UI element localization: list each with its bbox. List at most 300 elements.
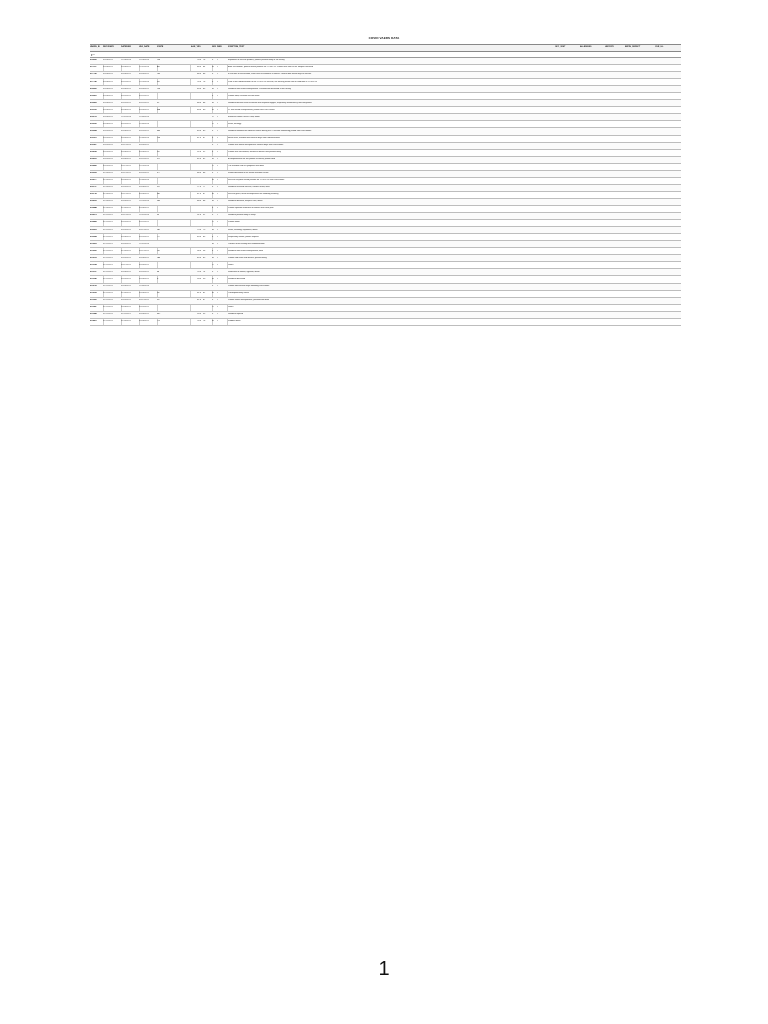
symptom-text-cell: In the time of vaccination, there was no evidence of illness. Patient died within days of vaccine [228, 73, 312, 76]
sex-cell: F [212, 73, 214, 76]
symptom-text-cell: Shortness of breath, hypoxia, death [228, 270, 260, 273]
recvdate-cell: 01/11/2021 [103, 242, 113, 245]
header-age: AGE_YRS [191, 46, 201, 49]
age-years-cell: 83 [203, 235, 206, 238]
datedied-cell: 01/08/2021 [121, 129, 132, 132]
age-years-cell: 78 [203, 59, 206, 62]
state-cell: VA [157, 193, 160, 196]
recvdate-cell: 01/10/2021 [103, 179, 114, 182]
table-row [90, 234, 681, 241]
vaers-id-cell: 918264 [90, 129, 97, 132]
recvdate-cell: 01/10/2021 [103, 172, 114, 175]
vaxdate-cell: 12/31/2020 [139, 66, 150, 69]
table-row [90, 319, 681, 326]
recvdate-cell: 01/09/2021 [103, 129, 114, 132]
sex-cell: M [212, 320, 214, 323]
recvdate-cell: 01/11/2021 [103, 270, 113, 273]
vaers-id-cell: 918739 [90, 193, 97, 196]
died-cell: Y [217, 186, 219, 189]
table-row [90, 93, 681, 100]
vaers-id-cell: 918495 [90, 165, 97, 168]
died-cell: Y [217, 249, 219, 252]
recvdate-cell: 01/08/2021 [103, 122, 114, 125]
died-cell: Y [217, 277, 219, 280]
age-years-cell: 85 [203, 256, 206, 259]
symptom-text-cell: Patient was vaccinated, started to decline and passed away [228, 151, 281, 153]
age-cell: 87.0 [197, 136, 201, 139]
symptom-text-cell: After vaccination, patient tested positive for COVID-19. Patient was sent to the hospital and died [228, 66, 313, 69]
table-row [90, 114, 681, 121]
age-cell: 79.0 [197, 228, 201, 231]
vaers-id-cell: 918002 [90, 87, 97, 90]
age-cell: 89.0 [197, 129, 201, 132]
state-cell: OK [157, 249, 160, 252]
age-years-cell: 96 [203, 249, 206, 252]
sex-cell: M [212, 179, 214, 182]
state-cell: OH [157, 73, 160, 76]
table-row [90, 255, 681, 262]
age-years-cell: 89 [203, 129, 206, 132]
datedied-cell: 01/06/2021 [121, 87, 132, 90]
header-vaers-id: VAERS_ID [90, 46, 100, 49]
table-row [90, 178, 681, 185]
vaers-id-cell: 919259 [90, 291, 97, 294]
header-datedied: DATEDIED [121, 46, 132, 49]
datedied-cell: 01/10/2021 [121, 249, 132, 252]
vaers-id-cell: 919421 [90, 320, 97, 323]
vaxdate-cell: 01/04/2021 [139, 108, 150, 111]
vaers-id-cell: 918954 [90, 235, 97, 238]
symptom-text-cell: A hospitalization for the patient occurred; patient died [228, 158, 276, 161]
age-years-cell: 81 [203, 291, 206, 294]
recvdate-cell: 01/09/2021 [103, 158, 114, 161]
datedied-cell: 01/10/2021 [121, 207, 132, 210]
age-cell: 86.0 [197, 172, 201, 175]
died-cell: Y [217, 143, 219, 146]
recvdate-cell: 01/12/2021 [103, 291, 114, 294]
sex-cell: M [212, 291, 214, 294]
sex-cell: F [212, 136, 214, 139]
died-cell: Y [217, 263, 219, 266]
died-cell: Y [217, 94, 219, 97]
table-row [90, 312, 681, 319]
vaxdate-cell: 12/29/2020 [139, 80, 150, 83]
vaers-id-cell: 918220 [90, 122, 97, 125]
state-cell: PA [157, 228, 160, 231]
header-died: DIED [217, 46, 222, 49]
age-years-cell: 91 [203, 214, 206, 217]
sex-cell: F [212, 186, 214, 189]
age-cell: 90.0 [197, 277, 201, 280]
vaers-id-cell: 919052 [90, 249, 97, 252]
symptom-text-cell: Patient was found unresponsive several days after vaccination [228, 143, 284, 146]
table-row [90, 100, 681, 107]
datedied-cell: 01/11/2021 [121, 313, 131, 316]
symptom-text-cell: Minor fever, resident died several days after administration [228, 136, 280, 139]
sex-cell: M [212, 87, 214, 90]
sex-cell: M [212, 256, 214, 259]
symptom-text-cell: Resident was found unresponsive. Pronounced deceased at the facility [228, 87, 291, 90]
table-row [90, 305, 681, 312]
header-birth-defect: BIRTH_DEFECT [625, 46, 641, 49]
symptom-text-cell: Fever, lethargy [228, 122, 242, 125]
sex-cell: M [212, 277, 214, 280]
datedied-cell: 01/09/2021 [121, 298, 132, 301]
symptom-text-cell: Resident received vaccine; cardiac arrest; died [228, 186, 270, 189]
vaxdate-cell: 01/08/2021 [139, 313, 150, 316]
datedied-cell: 01/06/2021 [121, 158, 132, 161]
datedied-cell: 12/31/2020 [121, 115, 132, 118]
vaxdate-cell: 01/06/2021 [139, 291, 150, 294]
table-row [90, 150, 681, 157]
datedied-cell: 01/05/2021 [121, 94, 132, 97]
vaers-id-cell: 919347 [90, 306, 97, 309]
recvdate-cell: 01/11/2021 [103, 221, 113, 224]
age-years-cell: 87 [203, 136, 206, 139]
died-cell: Y [217, 313, 219, 316]
table-row [90, 86, 681, 93]
sex-cell: U [212, 115, 214, 118]
symptom-text-cell: Fever, vomiting, aspiration, death [228, 228, 258, 231]
age-years-cell: 86 [203, 172, 206, 175]
symptom-text-cell: Resident expired [228, 313, 244, 316]
age-years-cell: 90 [203, 277, 206, 280]
state-cell: TX [157, 235, 160, 238]
recvdate-cell: 01/12/2021 [103, 298, 114, 301]
vaers-id-cell: 918873 [90, 214, 97, 217]
state-cell: SD [157, 80, 160, 83]
died-cell: Y [217, 129, 219, 132]
died-cell: Y [217, 306, 219, 309]
recvdate-cell: 01/11/2021 [103, 235, 113, 238]
state-cell: NC [157, 291, 160, 294]
recvdate-cell: 01/10/2021 [103, 200, 114, 203]
age-years-cell: 77 [203, 186, 206, 189]
vaers-id-cell: 919003 [90, 242, 97, 245]
age-cell: 82.0 [197, 158, 201, 161]
state-cell: CA [157, 87, 160, 90]
sex-cell: U [212, 221, 214, 224]
sex-cell: U [212, 122, 214, 125]
vaers-id-cell: 918083 [90, 101, 97, 104]
symptom-text-cell: Patient died several days following vaccination [228, 284, 270, 287]
table-row [90, 72, 681, 79]
symptom-text-cell: Cardiopulmonary arrest [228, 291, 249, 294]
vaers-id-cell: 919219 [90, 284, 97, 287]
datedied-cell: 01/06/2021 [121, 73, 132, 76]
state-cell: IN [157, 214, 159, 217]
died-cell: Y [217, 158, 219, 161]
died-cell: Y [217, 221, 219, 224]
page-number: 1 [378, 958, 390, 980]
datedied-cell: 01/08/2021 [121, 235, 132, 238]
symptom-text-cell: Resident became short of breath and required oxygen; respiratory insufficiency and arrhythmia [228, 101, 312, 104]
recvdate-cell: 01/11/2021 [103, 214, 113, 217]
symptom-text-cell: The resident had no symptoms and died [228, 165, 264, 168]
state-cell: NY [157, 158, 160, 161]
vaxdate-cell: 01/04/2021 [139, 73, 150, 76]
state-cell: AR [157, 66, 160, 69]
recvdate-cell: 01/11/2021 [103, 228, 113, 231]
table-row [90, 227, 681, 234]
table-row [90, 107, 681, 114]
datedied-cell: 01/08/2021 [121, 151, 132, 153]
table-row [90, 136, 681, 143]
sex-cell: M [212, 228, 214, 231]
age-cell: 96.0 [197, 249, 201, 252]
sex-cell: F [212, 80, 214, 83]
table-row [90, 164, 681, 171]
died-cell: Y [217, 256, 219, 259]
vaxdate-cell: 01/06/2021 [139, 193, 150, 196]
vaxdate-cell: 01/07/2021 [139, 249, 150, 252]
state-cell: MO [157, 313, 161, 316]
datedied-cell: 01/02/2021 [121, 80, 132, 83]
vaxdate-cell: 01/02/2021 [139, 94, 150, 97]
table-row [90, 262, 681, 269]
table-row [90, 79, 681, 86]
recvdate-cell: 01/09/2021 [103, 165, 114, 168]
died-cell: Y [217, 172, 219, 175]
datedied-cell: 01/04/2021 [121, 136, 132, 139]
datedied-cell: 01/10/2021 [121, 320, 132, 323]
table-row [90, 192, 681, 199]
symptom-text-cell: Death [228, 263, 234, 266]
vaxdate-cell: 12/29/2020 [139, 200, 150, 203]
state-cell: NH [157, 200, 160, 203]
sex-cell: M [212, 158, 214, 161]
sex-cell: U [212, 306, 214, 309]
table-row [90, 276, 681, 283]
age-cell: 76.0 [197, 320, 201, 323]
vaers-id-cell: 918476 [90, 158, 97, 161]
recvdate-cell: 01/08/2021 [103, 73, 114, 76]
age-years-cell: 88 [203, 200, 206, 203]
sex-cell: F [212, 249, 214, 252]
datedied-cell: 01/09/2021 [121, 277, 132, 280]
state-cell: MI [157, 270, 160, 273]
vaxdate-cell: 01/07/2021 [139, 228, 150, 231]
sex-cell: F [212, 143, 214, 146]
symptom-text-cell: Resident declined, hospice care; death [228, 200, 263, 203]
died-cell: Y [217, 207, 219, 210]
age-cell: 85.0 [197, 256, 201, 259]
table-row [90, 199, 681, 206]
age-cell: 86.0 [197, 73, 201, 76]
age-cell: 88.0 [197, 200, 201, 203]
datedied-cell: 01/05/2021 [121, 101, 132, 104]
died-cell: Y [217, 214, 219, 217]
datedied-cell: 01/07/2021 [121, 214, 132, 217]
sex-cell: M [212, 101, 214, 104]
died-cell: Y [217, 242, 219, 245]
symptom-text-cell: Expiration of vaccine product, patient passed away in the facility [228, 59, 285, 62]
recvdate-cell: 01/08/2021 [103, 108, 114, 111]
records-grid [90, 58, 681, 326]
vaxdate-cell: 01/06/2021 [139, 151, 150, 153]
died-cell: Y [217, 80, 219, 83]
vaxdate-cell: 01/06/2021 [139, 256, 150, 259]
symptom-text-cell: Resident exhibited no adverse events during the 15 minute monitoring period after vaccination [228, 129, 312, 132]
datedied-cell: 01/08/2021 [121, 108, 132, 111]
recvdate-cell: 01/10/2021 [103, 193, 114, 196]
died-cell: Y [217, 73, 219, 76]
datedied-cell: 01/05/2021 [121, 122, 132, 125]
recvdate-cell: 01/08/2021 [103, 101, 114, 104]
recvdate-cell: 01/12/2021 [103, 284, 114, 287]
vaxdate-cell: 01/07/2021 [139, 298, 150, 301]
recvdate-cell: 01/09/2021 [103, 143, 114, 146]
datedied-cell: 01/10/2021 [121, 291, 132, 294]
vaxdate-cell: 01/06/2021 [139, 320, 150, 323]
datedied-cell: 01/04/2021 [121, 200, 132, 203]
vaxdate-cell: 01/02/2021 [139, 101, 150, 104]
died-cell: Y [217, 87, 219, 90]
vaers-id-cell: 918529 [90, 172, 97, 175]
table-row [90, 284, 681, 291]
vaers-id-cell: 919104 [90, 263, 97, 266]
table-row [90, 157, 681, 164]
table-row [90, 213, 681, 220]
died-cell: Y [217, 320, 219, 323]
vaers-id-cell: 917780 [90, 73, 97, 76]
state-cell: SC [157, 298, 160, 301]
vaxdate-cell: 01/06/2021 [139, 186, 150, 189]
vaers-id-cell: 918727 [90, 186, 97, 189]
recvdate-cell: 01/08/2021 [103, 80, 114, 83]
vaers-id-cell: 918321 [90, 136, 97, 139]
died-cell: Y [217, 151, 219, 153]
age-cell: 76.0 [197, 80, 201, 83]
recvdate-cell: 01/11/2021 [103, 263, 113, 266]
state-cell: GA [157, 256, 160, 259]
state-cell: WI [157, 151, 160, 153]
vaxdate-cell: 12/30/2020 [139, 136, 150, 139]
table-row [90, 58, 681, 65]
recvdate-cell: 01/11/2021 [103, 256, 113, 259]
died-cell: Y [217, 59, 219, 62]
vaers-id-cell: 919388 [90, 313, 97, 316]
table-row [90, 291, 681, 298]
table-row [90, 128, 681, 135]
died-cell: Y [217, 200, 219, 203]
vaxdate-cell: 12/31/2020 [139, 242, 150, 245]
recvdate-cell: 01/09/2021 [103, 151, 114, 153]
recvdate-cell: 01/12/2021 [103, 313, 114, 316]
recvdate-cell: 01/12/2021 [103, 306, 114, 309]
vaers-id-cell: 917786 [90, 80, 97, 83]
died-cell: Y [217, 235, 219, 238]
age-years-cell: 87 [203, 193, 206, 196]
died-cell: Y [217, 228, 219, 231]
died-cell: Y [217, 298, 219, 301]
died-cell: Y [217, 66, 219, 69]
datedied-cell: 01/08/2021 [121, 306, 132, 309]
age-cell: 74.0 [197, 270, 201, 273]
sex-cell: U [212, 165, 214, 168]
sex-cell: M [212, 200, 214, 203]
age-cell: 91.0 [197, 214, 201, 217]
age-years-cell: 79 [203, 228, 206, 231]
state-cell: MN [157, 129, 161, 132]
state-cell: CA [157, 59, 160, 62]
age-years-cell: 76 [203, 320, 206, 323]
datedied-cell: 01/06/2021 [121, 66, 132, 69]
datedied-cell: 01/07/2021 [121, 172, 132, 175]
vaxdate-cell: 12/26/2020 [139, 59, 150, 62]
state-cell: CA [157, 136, 160, 139]
age-years-cell: 93 [203, 313, 206, 316]
recvdate-cell: 01/09/2021 [103, 136, 114, 139]
age-cell: 81.0 [197, 291, 201, 294]
age-years-cell: 88 [203, 101, 206, 104]
vaxdate-cell: 12/30/2020 [139, 115, 150, 118]
sex-cell: F [212, 172, 214, 175]
state-cell: NJ [157, 186, 160, 189]
sex-cell: M [212, 66, 214, 69]
vaxdate-cell: 01/04/2021 [139, 143, 150, 146]
header-symptom-text: SYMPTOM_TEXT [228, 46, 245, 49]
symptom-text-cell: Patient found unresponsive; pronounced dead [228, 298, 269, 301]
vaxdate-cell: 12/30/2020 [139, 179, 150, 182]
datedied-cell: 01/08/2021 [121, 270, 132, 273]
vaers-id-cell: 918889 [90, 221, 97, 224]
sex-cell: M [212, 108, 214, 111]
vaxdate-cell: 12/29/2020 [139, 165, 150, 168]
recvdate-cell: 01/11/2021 [103, 277, 113, 280]
table-row [90, 143, 681, 150]
symptom-text-cell: Found deceased in her home unknown cause [228, 172, 269, 175]
header-vax-date: VAX_DATE [139, 46, 150, 49]
datedied-cell: 01/07/2021 [121, 193, 132, 196]
died-cell: Y [217, 270, 219, 273]
symptom-text-cell: Pt. was found unresponsive; patient was DNR status [228, 108, 275, 111]
age-years-cell: 82 [203, 158, 206, 161]
datedied-cell: 01/04/2021 [121, 179, 132, 182]
datedied-cell: 12/18/2020 [121, 59, 132, 62]
state-cell: TN [157, 320, 160, 323]
symptom-text-cell: Resident passed away in sleep [228, 214, 256, 217]
vaxdate-cell: 01/08/2021 [139, 207, 150, 210]
vaxdate-cell: 01/02/2021 [139, 158, 150, 161]
datedied-cell: 01/07/2021 [121, 263, 132, 266]
vaxdate-cell: 12/30/2020 [139, 122, 150, 125]
state-cell: MA [157, 108, 160, 111]
died-cell: Y [217, 115, 219, 118]
died-cell: Y [217, 165, 219, 168]
vaers-id-cell: 918367 [90, 143, 97, 146]
age-cell: 83.0 [197, 235, 201, 238]
sex-cell: F [212, 151, 214, 153]
symptom-text-cell: Respiratory failure; patient expired [228, 235, 259, 238]
recvdate-cell: 01/08/2021 [103, 59, 114, 62]
datedied-cell: 01/05/2021 [121, 221, 132, 224]
died-cell: Y [217, 284, 219, 287]
vaers-id-cell: 918677 [90, 179, 97, 182]
vaers-id-cell: 918833 [90, 200, 97, 203]
vaxdate-cell: 01/04/2021 [139, 263, 150, 266]
vaxdate-cell: 01/05/2021 [139, 270, 150, 273]
age-years-cell: 92 [203, 151, 206, 153]
vaxdate-cell: 01/05/2021 [139, 235, 150, 238]
sex-cell: M [212, 193, 214, 196]
age-cell: 80.0 [197, 108, 201, 111]
table-row [90, 269, 681, 276]
table-row [90, 248, 681, 255]
table-row [90, 220, 681, 227]
state-cell: KY [157, 172, 160, 175]
vaxdate-cell: 01/08/2021 [139, 277, 150, 280]
